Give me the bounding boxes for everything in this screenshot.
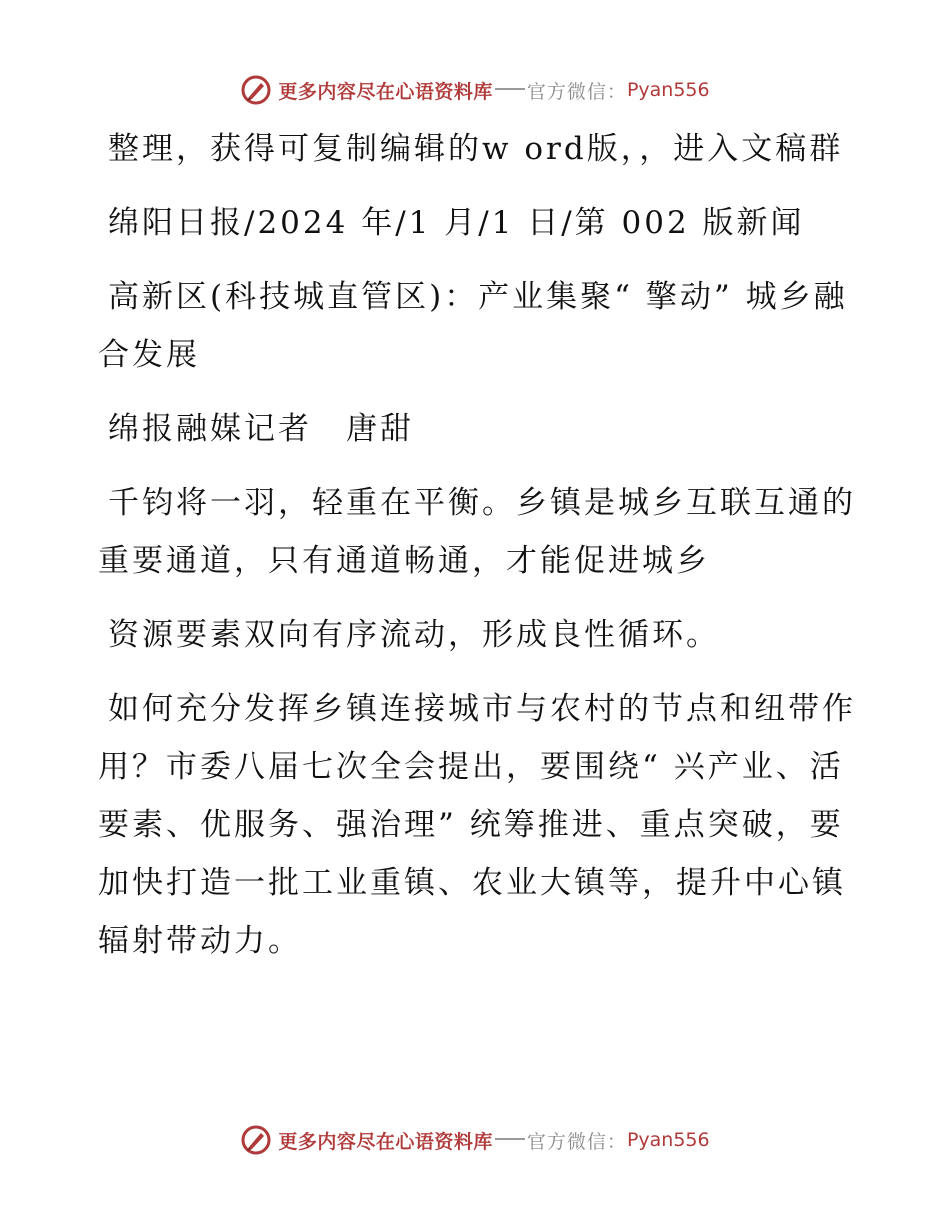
body-paragraph: 千钧将一羽，轻重在平衡。乡镇是城乡互联互通的重要通道，只有通道畅通，才能促进城乡 (98, 485, 856, 579)
header-banner (0, 70, 950, 110)
source-line: 绵阳日报/2024 年/1 月/1 日/第 002 版新闻 (108, 205, 805, 241)
banner-slogan: 更多内容尽在心语资料库 (278, 1130, 493, 1153)
banner-wechat-label: 官方微信： (526, 1130, 627, 1153)
body-paragraph: 资源要素双向有序流动，形成良性循环。 (108, 617, 720, 653)
banner-separator (495, 1138, 525, 1140)
pen-logo-icon (240, 74, 272, 106)
body-paragraph: 如何充分发挥乡镇连接城市与农村的节点和纽带作用？市委八届七次全会提出，要围绕“ 兴产业、活要素、优服务、强治理” 统筹推进、重点突破，要加快打造一批工业重镇、农业大镇等，提升中心镇辐射带动力。 (98, 691, 856, 959)
footer-banner (0, 1120, 950, 1160)
document-body (98, 120, 858, 986)
banner-wechat-id: Pyan556 (626, 1129, 710, 1151)
banner-wechat-id: Pyan556 (626, 79, 710, 101)
banner-slogan: 更多内容尽在心语资料库 (278, 80, 493, 103)
intro-paragraph: 整理，获得可复制编辑的w ord版，，进入文稿群 (108, 131, 844, 167)
author-line: 绵报融媒记者 唐甜 (108, 411, 414, 447)
pen-logo-icon (240, 1124, 272, 1156)
banner-separator (495, 88, 525, 90)
article-title: 高新区(科技城直管区)：产业集聚“ 擎动” 城乡融合发展 (98, 279, 848, 373)
banner-wechat-label: 官方微信： (526, 80, 627, 103)
